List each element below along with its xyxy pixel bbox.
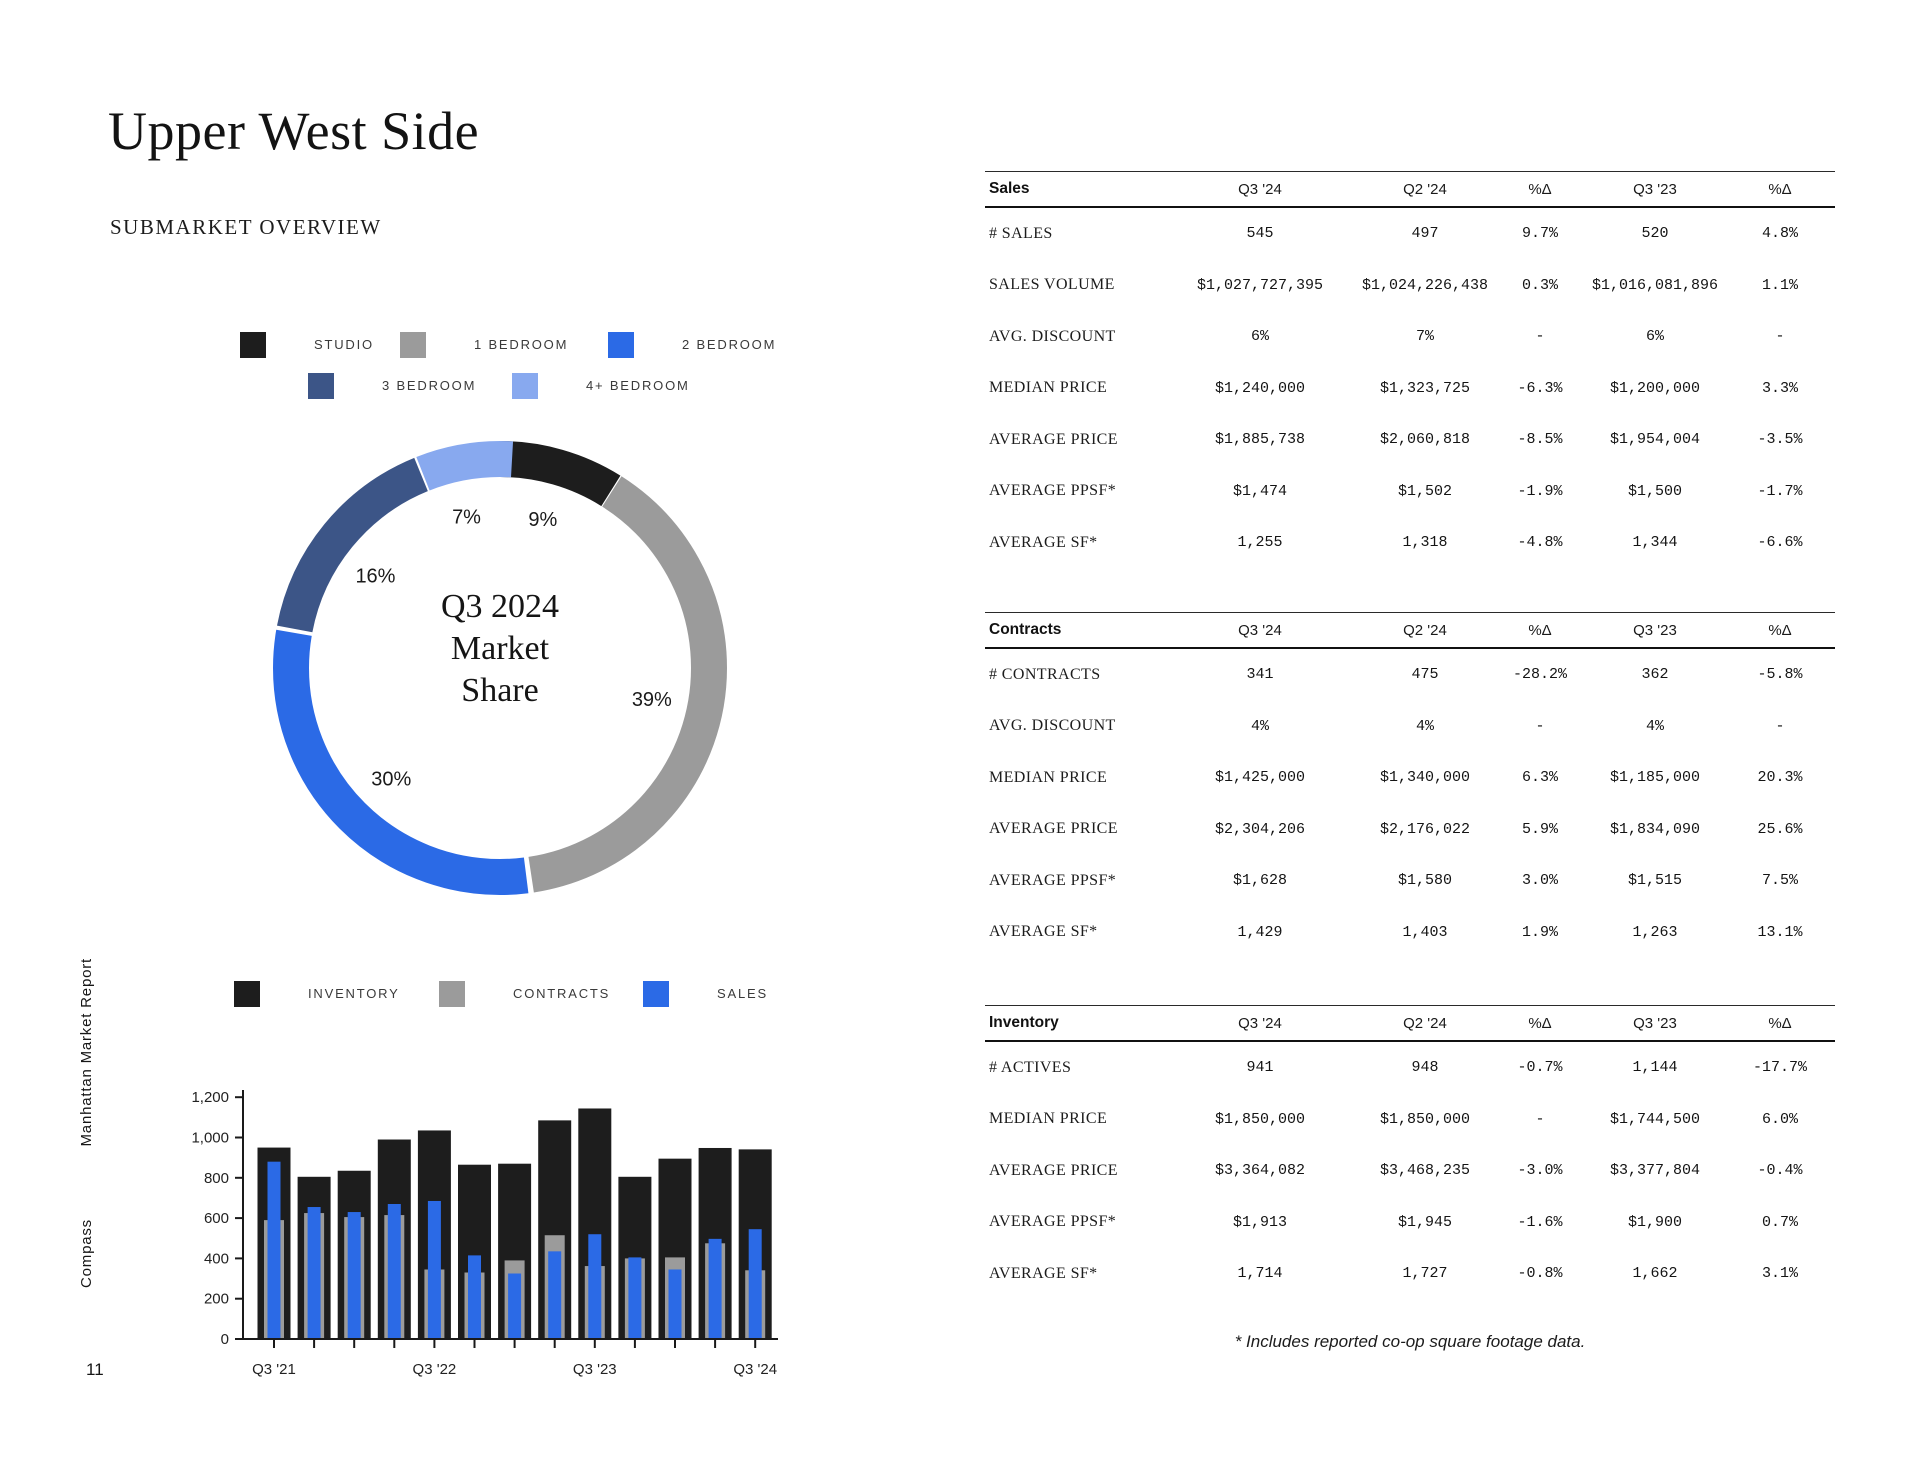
table-cell-value: 1,344: [1632, 534, 1678, 552]
table-cell-value: -6.6%: [1757, 534, 1803, 552]
table-cell-value: -28.2%: [1512, 666, 1567, 684]
table-column-header: Q3 '24: [1238, 621, 1282, 639]
table-row-label: SALES VOLUME: [989, 276, 1115, 294]
table-row-label: AVERAGE PPSF*: [989, 871, 1117, 889]
legend-swatch-icon: [643, 981, 669, 1007]
table-cell-value: 341: [1246, 666, 1274, 684]
table-row-label: AVERAGE PRICE: [989, 430, 1118, 448]
y-axis-label: 0: [220, 1331, 229, 1348]
table-cell-value: -: [1535, 717, 1545, 735]
table-cell-value: 4%: [1415, 717, 1434, 735]
table-cell-value: -3.5%: [1757, 431, 1803, 449]
table-row-label: # ACTIVES: [989, 1058, 1072, 1076]
table-cell-value: 0.7%: [1761, 1213, 1798, 1231]
table-cell-value: 1.1%: [1761, 276, 1798, 294]
legend-label: 3 BEDROOM: [382, 378, 477, 393]
table-cell-value: 6.0%: [1761, 1110, 1798, 1128]
table-cell-value: 0.3%: [1521, 276, 1558, 294]
table-cell-value: $3,364,082: [1214, 1162, 1305, 1180]
table-cell-value: 1,318: [1402, 534, 1448, 552]
y-axis-label: 800: [203, 1169, 229, 1187]
table-cell-value: $1,474: [1232, 482, 1287, 500]
inventory-table: [985, 1005, 1835, 1300]
table-header-row: [985, 613, 1835, 649]
table-cell-value: $1,850,000: [1214, 1110, 1305, 1128]
donut-center-line: Q3 2024: [440, 588, 560, 625]
sales-table: [985, 171, 1835, 569]
table-row: [985, 855, 1835, 907]
page-title: Upper West Side: [108, 101, 480, 161]
bar-sales-12: [749, 1229, 762, 1339]
table-cell-value: 362: [1641, 666, 1669, 684]
table-cell-value: $1,744,500: [1609, 1110, 1700, 1128]
table-row-label: MEDIAN PRICE: [989, 379, 1108, 397]
table-cell-value: -0.4%: [1757, 1162, 1803, 1180]
legend-item: [608, 331, 776, 358]
table-cell-value: 497: [1411, 225, 1439, 243]
table-cell-value: $1,016,081,896: [1591, 276, 1719, 294]
bar-sales-4: [428, 1201, 441, 1339]
legend-item: [643, 980, 768, 1007]
table-column-header: Q3 '24: [1238, 1014, 1282, 1032]
legend-item: [308, 372, 476, 399]
table-row: [985, 466, 1835, 518]
table-cell-value: $3,377,804: [1609, 1162, 1700, 1180]
table-row-label: AVERAGE PPSF*: [989, 1213, 1117, 1231]
bar-sales-2: [348, 1212, 361, 1339]
legend-item: [439, 980, 610, 1007]
bar-sales-10: [669, 1269, 682, 1339]
bar-chart: [160, 1082, 840, 1392]
table-cell-value: $1,834,090: [1609, 820, 1700, 838]
table-cell-value: 13.1%: [1757, 923, 1803, 941]
legend-swatch-icon: [240, 332, 266, 358]
table-row: [985, 1042, 1835, 1094]
y-axis-label: 1,200: [191, 1089, 229, 1107]
legend-swatch-icon: [608, 332, 634, 358]
table-cell-value: 1,263: [1632, 923, 1678, 941]
table-cell-value: 1,727: [1402, 1265, 1448, 1283]
bar-sales-6: [508, 1274, 521, 1339]
table-cell-value: -1.7%: [1757, 482, 1803, 500]
table-cell-value: $1,913: [1232, 1213, 1287, 1231]
footnote: * Includes reported co-op square footage data.: [1234, 1332, 1586, 1351]
table-cell-value: -8.5%: [1517, 431, 1563, 449]
legend-swatch-icon: [308, 373, 334, 399]
table-row-label: AVERAGE SF*: [989, 533, 1098, 551]
table-row: [985, 1145, 1835, 1197]
table-row-label: MEDIAN PRICE: [989, 768, 1108, 786]
table-row: [985, 260, 1835, 312]
legend-label: STUDIO: [314, 337, 374, 352]
table-cell-value: $1,500: [1627, 482, 1682, 500]
table-row-label: AVERAGE SF*: [989, 923, 1098, 941]
table-column-header: Q3 '23: [1633, 1014, 1677, 1032]
table-cell-value: 948: [1411, 1059, 1439, 1077]
table-cell-value: 4%: [1250, 717, 1269, 735]
legend-swatch-icon: [439, 981, 465, 1007]
table-row: [985, 907, 1835, 959]
x-axis-label: Q3 '23: [572, 1361, 617, 1378]
table-cell-value: $1,200,000: [1609, 379, 1700, 397]
table-cell-value: 9.7%: [1521, 225, 1558, 243]
bar-sales-8: [588, 1234, 601, 1339]
table-cell-value: $3,468,235: [1379, 1162, 1470, 1180]
table-column-header: %Δ: [1768, 1014, 1792, 1032]
table-row-label: AVERAGE SF*: [989, 1264, 1098, 1282]
table-row-label: AVG. DISCOUNT: [989, 717, 1116, 735]
legend-swatch-icon: [512, 373, 538, 399]
legend-label: CONTRACTS: [513, 986, 611, 1001]
donut-percent-label: 16%: [355, 565, 396, 588]
table-cell-value: $1,027,727,395: [1196, 276, 1324, 294]
table-title: Sales: [989, 180, 1030, 197]
table-row: [985, 1094, 1835, 1146]
table-row: [985, 414, 1835, 466]
table-cell-value: 6%: [1645, 328, 1664, 346]
table-cell-value: 3.3%: [1761, 379, 1798, 397]
table-row: [985, 208, 1835, 260]
y-axis-label: 400: [203, 1250, 229, 1268]
table-cell-value: $2,060,818: [1379, 431, 1470, 449]
donut-percent-label: 7%: [452, 506, 481, 529]
contracts-table: [985, 612, 1835, 958]
table-cell-value: 545: [1246, 225, 1274, 243]
table-cell-value: $1,240,000: [1214, 379, 1305, 397]
table-row: [985, 517, 1835, 569]
table-cell-value: -: [1775, 328, 1785, 346]
legend-item: [240, 331, 374, 358]
table-cell-value: 7.5%: [1761, 872, 1798, 890]
bar-chart-svg: [160, 1082, 840, 1392]
table-cell-value: $2,304,206: [1214, 820, 1305, 838]
table-row-label: AVERAGE PPSF*: [989, 482, 1117, 500]
table-cell-value: $1,340,000: [1379, 769, 1470, 787]
donut-center-line: Share: [461, 672, 539, 709]
table-cell-value: $1,323,725: [1379, 379, 1470, 397]
table-cell-value: 1.9%: [1521, 923, 1558, 941]
table-cell-value: 6%: [1250, 328, 1269, 346]
table-cell-value: $1,515: [1627, 872, 1682, 890]
x-axis-label: Q3 '22: [412, 1361, 457, 1378]
table-cell-value: -0.8%: [1517, 1265, 1563, 1283]
table-row-label: AVG. DISCOUNT: [989, 327, 1116, 345]
table-row-label: # SALES: [989, 224, 1053, 242]
table-column-header: Q3 '23: [1633, 621, 1677, 639]
table-cell-value: $1,945: [1397, 1213, 1452, 1231]
sidebar-brand: Compass: [77, 1219, 95, 1288]
legend-label: SALES: [717, 986, 768, 1001]
bar-sales-3: [388, 1204, 401, 1339]
legend-swatch-icon: [234, 981, 260, 1007]
donut-center-label: [272, 586, 728, 712]
table-header-row: [985, 1006, 1835, 1042]
table-cell-value: -1.6%: [1517, 1213, 1563, 1231]
table-column-header: %Δ: [1768, 180, 1792, 198]
table-column-header: Q2 '24: [1403, 1014, 1447, 1032]
table-row-label: AVERAGE PRICE: [989, 820, 1118, 838]
table-cell-value: -: [1535, 328, 1545, 346]
page-number: 11: [86, 1360, 104, 1379]
table-cell-value: 1,255: [1237, 534, 1283, 552]
table-cell-value: -1.9%: [1517, 482, 1563, 500]
donut-percent-label: 39%: [631, 689, 672, 712]
table-row: [985, 752, 1835, 804]
table-cell-value: 6.3%: [1521, 769, 1558, 787]
table-column-header: %Δ: [1768, 621, 1792, 639]
table-cell-value: 1,662: [1632, 1265, 1678, 1283]
table-row-label: AVERAGE PRICE: [989, 1161, 1118, 1179]
table-row: [985, 804, 1835, 856]
table-cell-value: -: [1535, 1110, 1545, 1128]
legend-item: [234, 980, 400, 1007]
table-row: [985, 701, 1835, 753]
y-axis-label: 600: [203, 1210, 229, 1228]
table-cell-value: 4.8%: [1761, 225, 1798, 243]
table-cell-value: -: [1775, 717, 1785, 735]
sidebar-report-title: Manhattan Market Report: [77, 958, 95, 1147]
table-cell-value: $1,024,226,438: [1361, 276, 1489, 294]
table-cell-value: -17.7%: [1752, 1059, 1807, 1077]
table-column-header: %Δ: [1528, 621, 1552, 639]
table-cell-value: $1,580: [1397, 872, 1452, 890]
y-axis-label: 1,000: [191, 1129, 229, 1147]
donut-percent-label: 9%: [528, 509, 558, 532]
bar-sales-1: [308, 1207, 321, 1339]
table-column-header: Q2 '24: [1403, 621, 1447, 639]
table-cell-value: $1,628: [1232, 872, 1287, 890]
table-cell-value: $1,850,000: [1379, 1110, 1470, 1128]
table-cell-value: $1,425,000: [1214, 769, 1305, 787]
donut-center-line: Market: [450, 630, 550, 667]
table-cell-value: $1,900: [1627, 1213, 1682, 1231]
bar-sales-11: [709, 1239, 722, 1339]
table-cell-value: 941: [1246, 1059, 1274, 1077]
table-row: [985, 363, 1835, 415]
table-cell-value: -3.0%: [1517, 1162, 1563, 1180]
table-row: [985, 649, 1835, 701]
table-row: [985, 311, 1835, 363]
table-cell-value: $1,185,000: [1609, 769, 1700, 787]
table-cell-value: 1,714: [1237, 1265, 1283, 1283]
legend-label: INVENTORY: [308, 986, 400, 1001]
table-cell-value: -4.8%: [1517, 534, 1563, 552]
table-cell-value: 4%: [1645, 717, 1664, 735]
legend-label: 1 BEDROOM: [474, 337, 569, 352]
sidebar-vertical-text: [76, 958, 96, 1288]
table-row: [985, 1248, 1835, 1300]
legend-swatch-icon: [400, 332, 426, 358]
table-row-label: MEDIAN PRICE: [989, 1110, 1108, 1128]
table-cell-value: $1,885,738: [1214, 431, 1305, 449]
table-title: Inventory: [989, 1014, 1059, 1031]
y-axis-label: 200: [203, 1290, 229, 1308]
table-column-header: Q3 '23: [1633, 180, 1677, 198]
table-cell-value: -5.8%: [1757, 666, 1803, 684]
table-row-label: # CONTRACTS: [989, 665, 1101, 683]
x-axis-label: Q3 '21: [252, 1361, 296, 1378]
table-column-header: %Δ: [1528, 180, 1552, 198]
table-cell-value: 3.1%: [1761, 1265, 1798, 1283]
table-cell-value: 1,144: [1632, 1059, 1678, 1077]
bar-sales-5: [468, 1255, 481, 1339]
table-cell-value: 475: [1411, 666, 1439, 684]
table-cell-value: 3.0%: [1521, 872, 1558, 890]
table-row: [985, 1197, 1835, 1249]
table-column-header: %Δ: [1528, 1014, 1552, 1032]
table-column-header: Q3 '24: [1238, 180, 1282, 198]
donut-chart: [272, 440, 728, 896]
table-cell-value: 1,403: [1402, 923, 1448, 941]
table-cell-value: 520: [1641, 225, 1669, 243]
bar-sales-0: [268, 1162, 281, 1339]
legend-item: [512, 372, 690, 399]
legend-item: [400, 331, 568, 358]
table-cell-value: $2,176,022: [1379, 820, 1470, 838]
table-header-row: [985, 172, 1835, 208]
table-cell-value: 5.9%: [1521, 820, 1558, 838]
table-cell-value: 20.3%: [1757, 769, 1803, 787]
donut-percent-label: 30%: [371, 768, 412, 791]
bar-sales-7: [548, 1251, 561, 1339]
table-cell-value: 7%: [1415, 328, 1434, 346]
legend-label: 2 BEDROOM: [682, 337, 777, 352]
table-cell-value: $1,954,004: [1609, 431, 1700, 449]
table-cell-value: -0.7%: [1517, 1059, 1563, 1077]
table-cell-value: 1,429: [1237, 923, 1283, 941]
table-cell-value: 25.6%: [1757, 820, 1803, 838]
table-column-header: Q2 '24: [1403, 180, 1447, 198]
x-axis-label: Q3 '24: [733, 1361, 778, 1378]
bar-sales-9: [628, 1257, 641, 1339]
page-subtitle: SUBMARKET OVERVIEW: [110, 215, 382, 239]
table-cell-value: -6.3%: [1517, 379, 1563, 397]
legend-label: 4+ BEDROOM: [586, 378, 690, 393]
table-title: Contracts: [989, 621, 1062, 638]
table-cell-value: $1,502: [1397, 482, 1452, 500]
